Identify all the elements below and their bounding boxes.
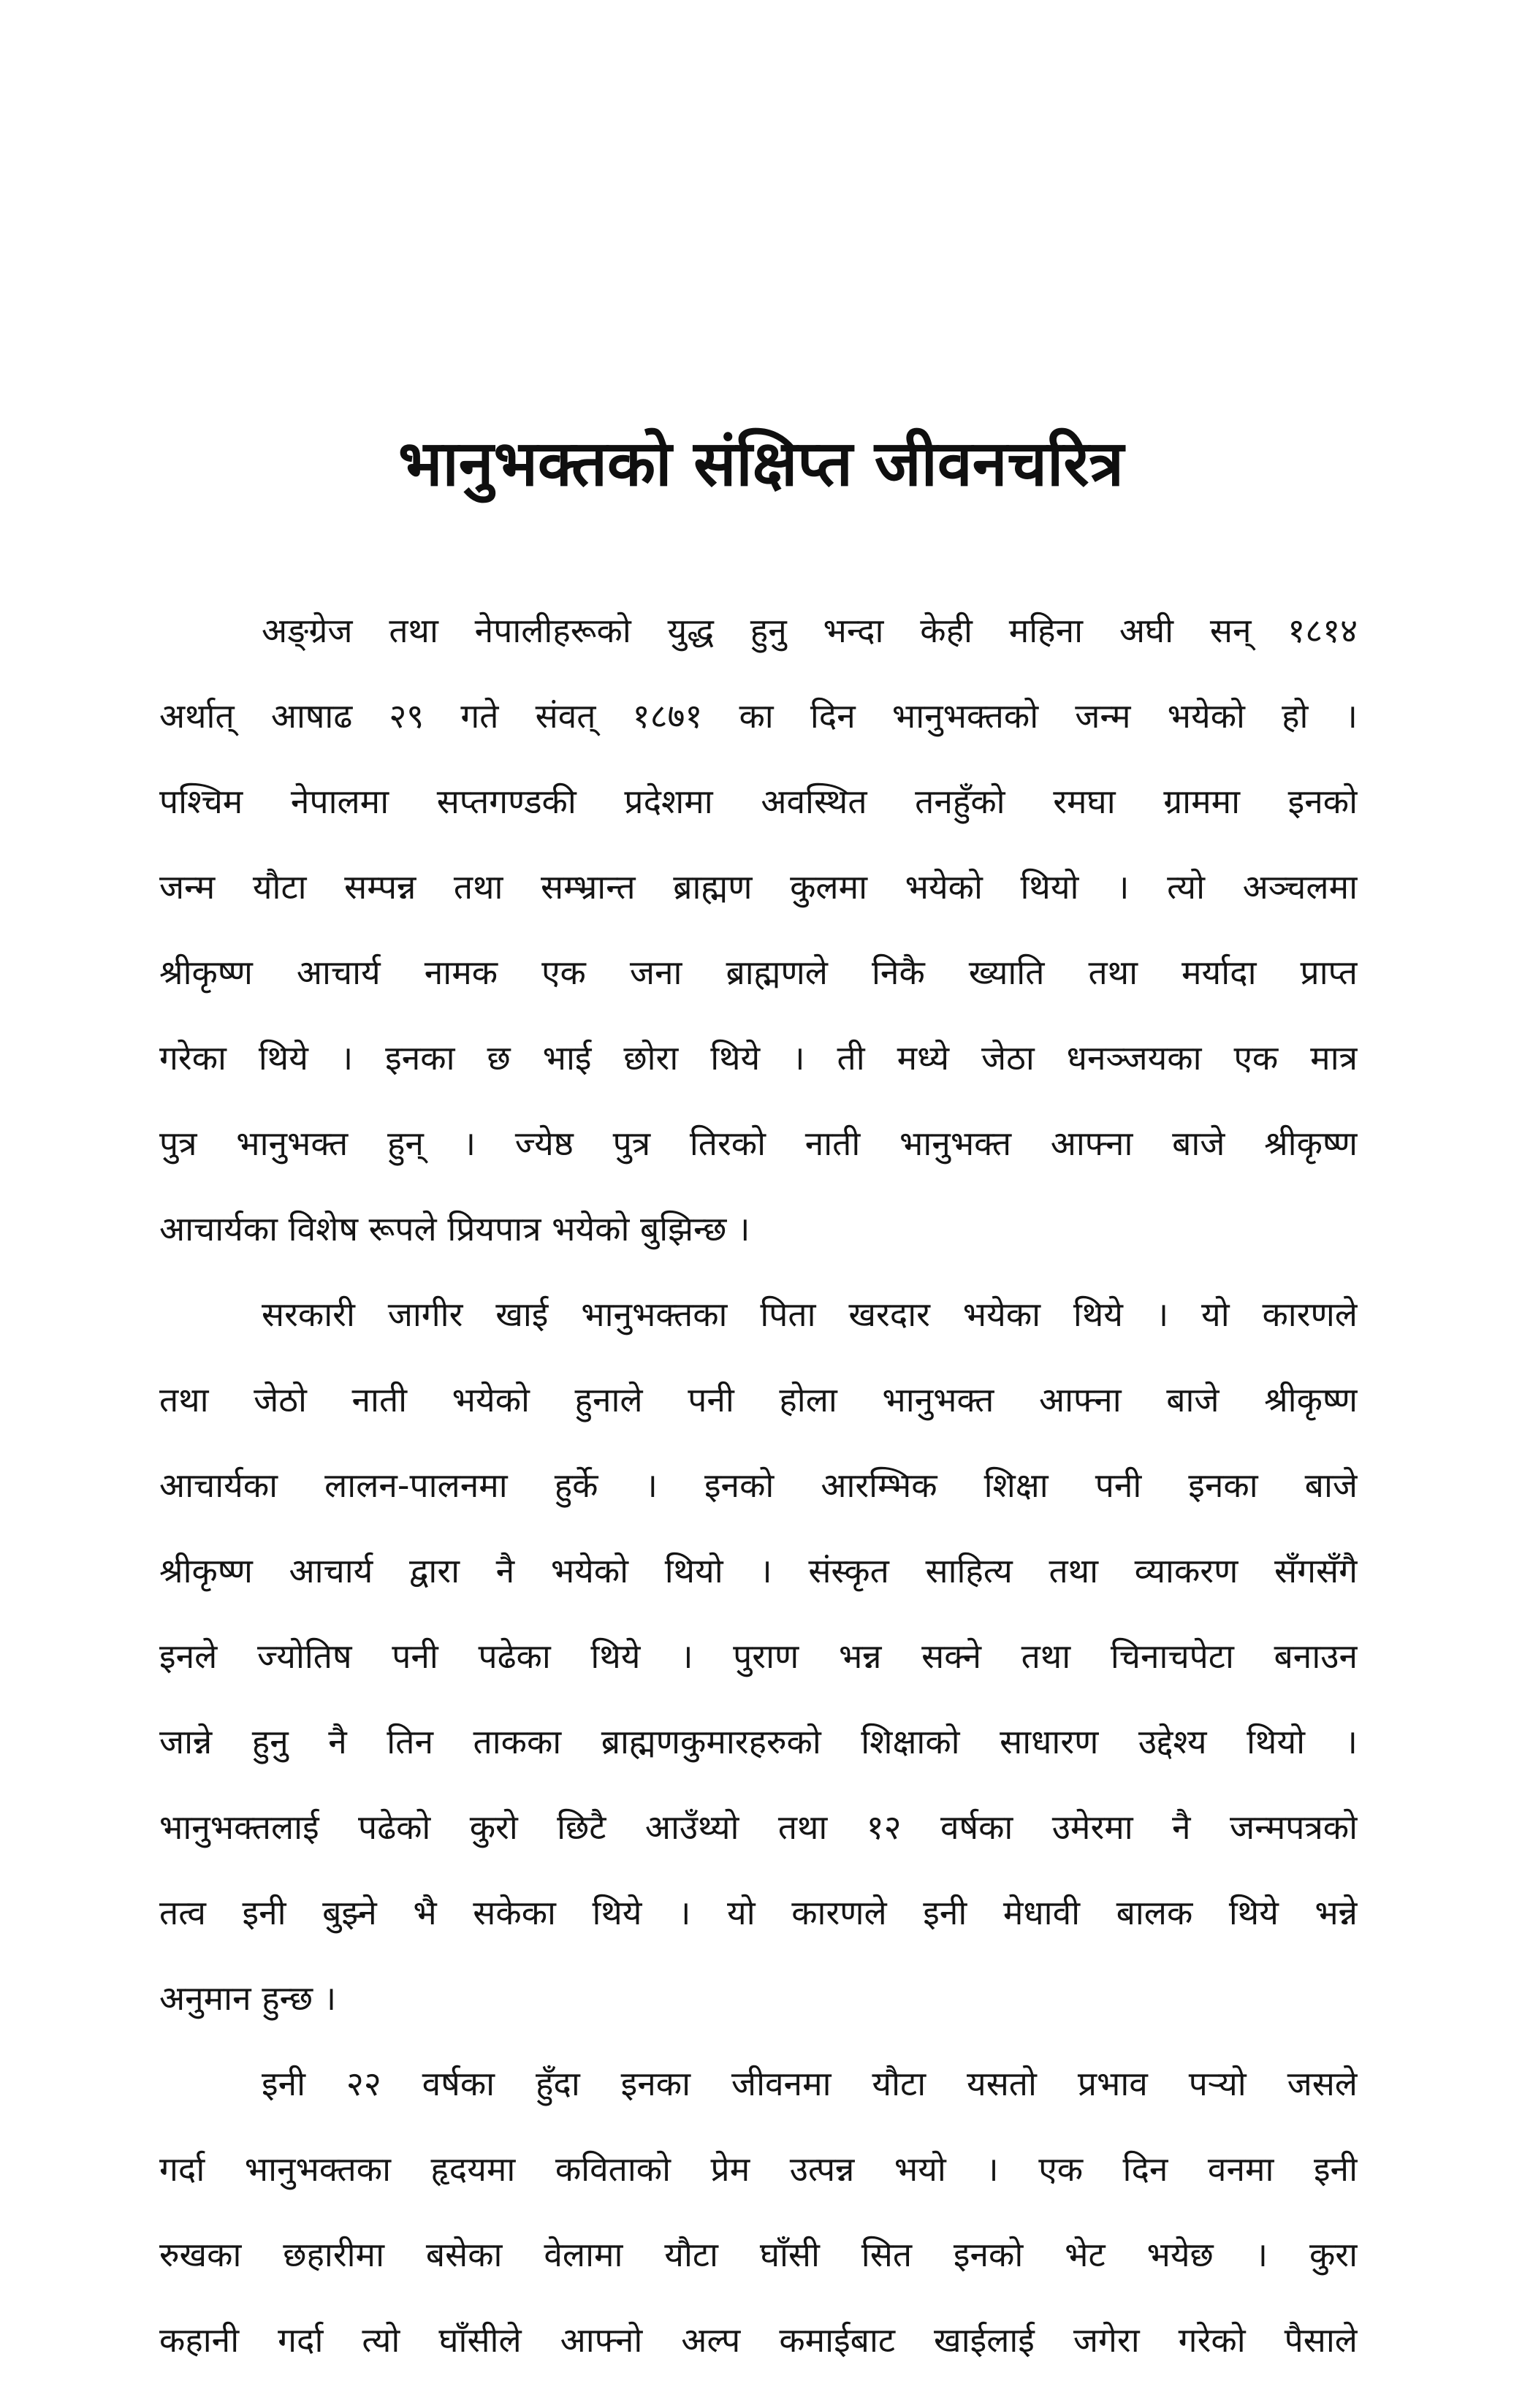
- text-line: भानुभक्तलाई पढेको कुरो छिटै आउँथ्यो तथा १२ वर्षका उमेरमा नै जन्मपत्रको: [159, 1807, 1358, 1847]
- text-line: इनी २२ वर्षका हुँदा इनका जीवनमा यौटा यसतो प्रभाव पर्‍यो जसले: [262, 2064, 1358, 2103]
- text-line: श्रीकृष्ण आचार्य नामक एक जना ब्राह्मणले निकै ख्याति तथा मर्यादा प्राप्त: [159, 953, 1358, 992]
- text-line: जन्म यौटा सम्पन्न तथा सम्भ्रान्त ब्राह्मण कुलमा भयेको थियो । त्यो अञ्चलमा: [159, 867, 1358, 907]
- paragraph-3: [159, 2041, 1358, 2383]
- text-line: आचार्यका विशेष रूपले प्रियपात्र भयेको बुझिन्छ ।: [159, 1209, 750, 1249]
- text-line: तत्व इनी बुझ्ने भै सकेका थिये । यो कारणले इनी मेधावी बालक थिये भन्ने: [159, 1893, 1358, 1932]
- page-title: भानुभक्तको संक्षिप्त जीवनचरित्र: [398, 427, 1124, 500]
- text-line: आचार्यका लालन-पालनमा हुर्के । इनको आरम्भिक शिक्षा पनी इनका बाजे: [159, 1466, 1358, 1505]
- text-line: अनुमान हुन्छ ।: [159, 1978, 337, 2018]
- text-line: श्रीकृष्ण आचार्य द्वारा नै भयेको थियो । संस्कृत साहित्य तथा व्याकरण सँगसँगै: [159, 1551, 1358, 1590]
- paragraph-2: [159, 1272, 1358, 2041]
- text-line: पुत्र भानुभक्त हुन् । ज्येष्ठ पुत्र तिरको नाती भानुभक्त आफ्ना बाजे श्रीकृष्ण: [159, 1124, 1358, 1163]
- text-line: जान्ने हुनु नै तिन ताकका ब्राह्मणकुमारहरुको शिक्षाको साधारण उद्देश्य थियो ।: [159, 1722, 1358, 1761]
- text-line: अङ्ग्रेज तथा नेपालीहरूको युद्ध हुनु भन्दा केही महिना अघी सन् १८१४: [262, 611, 1358, 650]
- text-line: गरेका थिये । इनका छ भाई छोरा थिये । ती मध्ये जेठा धनञ्जयका एक मात्र: [159, 1038, 1358, 1078]
- text-line: कहानी गर्दा त्यो घाँसीले आफ्नो अल्प कमाईबाट खाईलाई जगेरा गरेको पैसाले: [159, 2320, 1358, 2360]
- text-line: गर्दा भानुभक्तका हृदयमा कविताको प्रेम उत्पन्न भयो । एक दिन वनमा इनी: [159, 2149, 1358, 2189]
- text-line: तथा जेठो नाती भयेको हुनाले पनी होला भानुभक्त आफ्ना बाजे श्रीकृष्ण: [159, 1380, 1358, 1420]
- text-line: पश्चिम नेपालमा सप्तगण्डकी प्रदेशमा अवस्थित तनहुँको रमघा ग्राममा इनको: [159, 782, 1358, 821]
- text-line: सरकारी जागीर खाई भानुभक्तका पिता खरदार भयेका थिये । यो कारणले: [262, 1295, 1358, 1334]
- body-text: [159, 588, 1358, 2383]
- text-line: इनले ज्योतिष पनी पढेका थिये । पुराण भन्न सक्ने तथा चिनाचपेटा बनाउन: [159, 1637, 1358, 1676]
- text-line: अर्थात् आषाढ २९ गते संवत् १८७१ का दिन भानुभक्तको जन्म भयेको हो ।: [159, 696, 1358, 736]
- text-line: रुखका छहारीमा बसेका वेलामा यौटा घाँसी सित इनको भेट भयेछ । कुरा: [159, 2235, 1358, 2274]
- paragraph-1: [159, 588, 1358, 1272]
